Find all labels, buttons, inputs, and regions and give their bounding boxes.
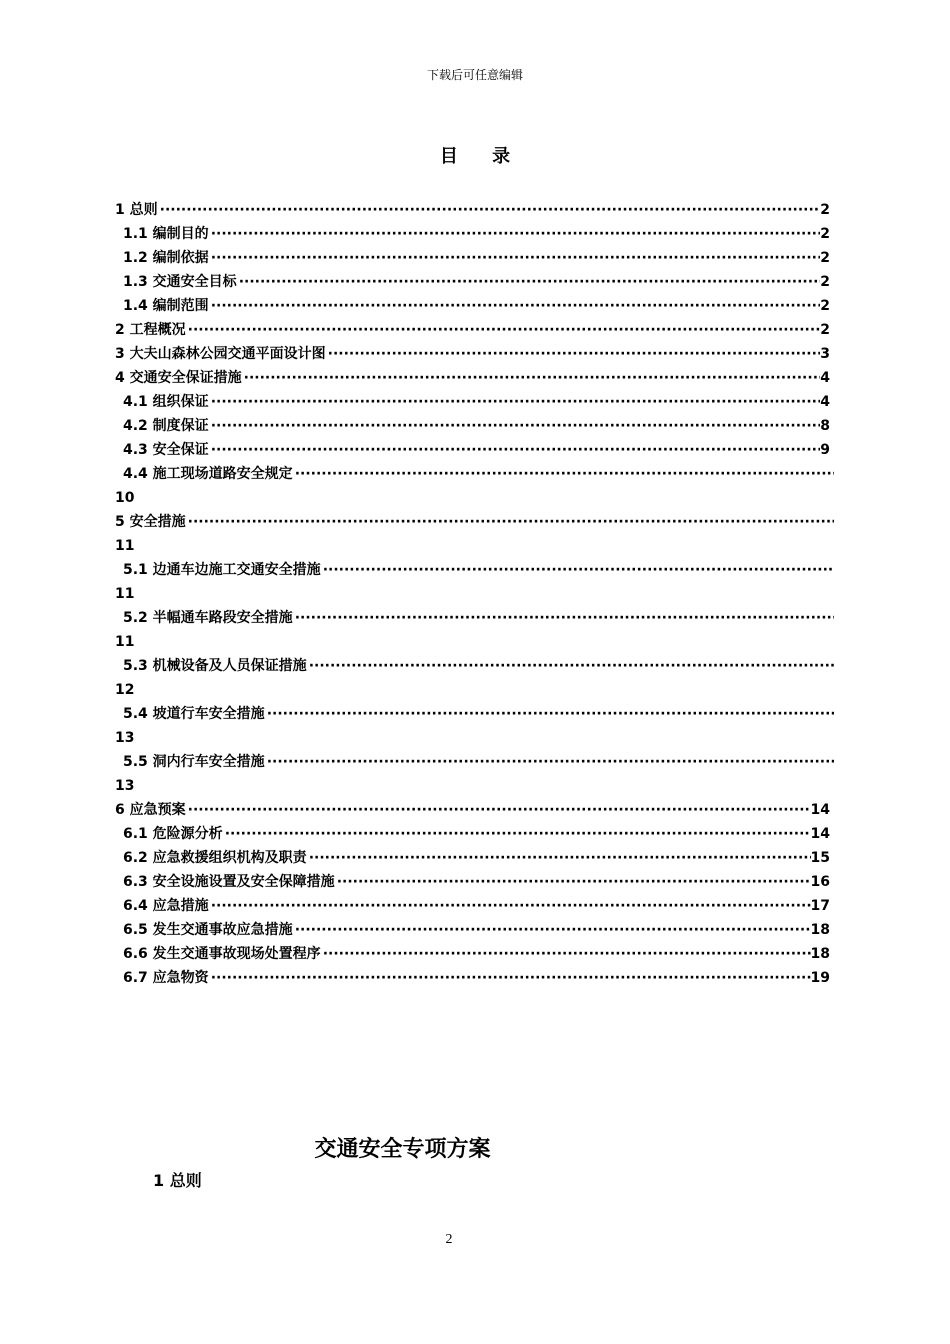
toc-entry-page-continuation [0,678,950,702]
toc-entry-label: 1.3 交通安全目标 [123,274,237,290]
table-of-contents [0,198,950,990]
toc-entry-page-continuation [0,726,950,750]
toc-leader-dots [267,750,834,774]
toc-entry-page: 16 [810,874,830,890]
toc-entry-page-continuation [0,534,950,558]
toc-entry[interactable] [0,894,950,918]
toc-entry[interactable] [0,414,950,438]
toc-leader-dots [160,198,820,222]
toc-entry-page: 4 [820,370,830,386]
toc-entry-label: 5 安全措施 [115,514,186,530]
toc-entry-label: 4.4 施工现场道路安全规定 [123,466,293,482]
toc-entry[interactable] [0,870,950,894]
toc-leader-dots [295,606,834,630]
toc-entry-label: 5.2 半幅通车路段安全措施 [123,610,293,626]
toc-entry[interactable] [0,318,950,342]
toc-entry-page: 3 [820,346,830,362]
toc-entry[interactable] [0,846,950,870]
toc-leader-dots [295,918,811,942]
toc-entry-label: 6.4 应急措施 [123,898,209,914]
toc-entry-label: 4.3 安全保证 [123,442,209,458]
toc-entry-page-continuation [0,630,950,654]
toc-entry-page-continuation [0,774,950,798]
toc-entry-page: 13 [115,730,135,746]
toc-entry-page: 14 [810,802,830,818]
toc-leader-dots [225,822,811,846]
toc-entry-page: 11 [115,538,135,554]
toc-entry-label: 5.4 坡道行车安全措施 [123,706,265,722]
toc-entry-page: 11 [115,586,135,602]
toc-leader-dots [337,870,811,894]
toc-leader-dots [211,894,811,918]
toc-entry-page: 12 [115,682,135,698]
toc-leader-dots [188,318,820,342]
toc-leader-dots [295,462,834,486]
toc-entry-page: 19 [810,970,830,986]
toc-entry-label: 4 交通安全保证措施 [115,370,242,386]
toc-entry-page: 11 [115,634,135,650]
toc-entry[interactable] [0,198,950,222]
toc-leader-dots [211,246,820,270]
toc-entry[interactable] [0,510,950,534]
toc-leader-dots [323,558,834,582]
toc-leader-dots [244,366,820,390]
toc-entry-label: 6.7 应急物资 [123,970,209,986]
toc-leader-dots [188,798,811,822]
document-title: 交通安全专项方案 [314,1137,491,1162]
toc-entry-label: 4.1 组织保证 [123,394,209,410]
toc-leader-dots [211,414,820,438]
toc-entry[interactable] [0,246,950,270]
toc-entry[interactable] [0,270,950,294]
toc-entry[interactable] [0,438,950,462]
toc-entry-page: 2 [820,202,830,218]
toc-entry[interactable] [0,558,950,582]
toc-entry[interactable] [0,462,950,486]
toc-entry-page: 2 [820,274,830,290]
toc-entry[interactable] [0,942,950,966]
toc-entry-label: 3 大夫山森林公园交通平面设计图 [115,346,326,362]
toc-entry-label: 6.5 发生交通事故应急措施 [123,922,293,938]
toc-leader-dots [211,222,820,246]
toc-entry-label: 2 工程概况 [115,322,186,338]
toc-leader-dots [267,702,834,726]
toc-leader-dots [309,846,811,870]
toc-entry-label: 6.2 应急救援组织机构及职责 [123,850,307,866]
toc-entry[interactable] [0,654,950,678]
toc-entry-page: 10 [115,490,135,506]
section-heading: 1 总则 [153,1171,202,1190]
toc-entry[interactable] [0,222,950,246]
toc-leader-dots [211,294,820,318]
toc-leader-dots [239,270,820,294]
toc-entry-label: 6.6 发生交通事故现场处置程序 [123,946,321,962]
toc-entry-label: 1.1 编制目的 [123,226,209,242]
toc-entry-label: 5.1 边通车边施工交通安全措施 [123,562,321,578]
toc-entry-label: 6.1 危险源分析 [123,826,223,842]
toc-entry[interactable] [0,606,950,630]
toc-entry-label: 6.3 安全设施设置及安全保障措施 [123,874,335,890]
toc-leader-dots [188,510,834,534]
toc-entry-label: 5.5 洞内行车安全措施 [123,754,265,770]
toc-entry-page: 4 [820,394,830,410]
toc-entry[interactable] [0,966,950,990]
toc-leader-dots [309,654,834,678]
toc-entry-page: 18 [810,922,830,938]
toc-leader-dots [211,390,820,414]
toc-entry-label: 1.4 编制范围 [123,298,209,314]
toc-entry-page: 18 [810,946,830,962]
toc-entry-page: 9 [820,442,830,458]
toc-entry-label: 6 应急预案 [115,802,186,818]
toc-entry-page: 2 [820,298,830,314]
toc-entry[interactable] [0,702,950,726]
toc-leader-dots [211,438,820,462]
toc-entry[interactable] [0,390,950,414]
toc-entry[interactable] [0,750,950,774]
toc-leader-dots [328,342,820,366]
toc-entry[interactable] [0,798,950,822]
toc-entry[interactable] [0,366,950,390]
page-number: 2 [445,1232,453,1247]
toc-entry[interactable] [0,294,950,318]
toc-entry-page: 2 [820,322,830,338]
toc-entry-page: 2 [820,250,830,266]
toc-entry-page-continuation [0,486,950,510]
toc-entry-page: 2 [820,226,830,242]
toc-entry-label: 1.2 编制依据 [123,250,209,266]
toc-entry-label: 4.2 制度保证 [123,418,209,434]
toc-entry-page: 13 [115,778,135,794]
toc-title: 目 录 [439,146,525,167]
toc-leader-dots [211,966,811,990]
toc-entry-page-continuation [0,582,950,606]
toc-entry-page: 14 [810,826,830,842]
toc-entry-page: 8 [820,418,830,434]
toc-entry[interactable] [0,822,950,846]
header-note: 下载后可任意编辑 [426,68,523,82]
toc-entry-label: 5.3 机械设备及人员保证措施 [123,658,307,674]
toc-entry[interactable] [0,918,950,942]
toc-entry[interactable] [0,342,950,366]
toc-leader-dots [323,942,811,966]
toc-entry-label: 1 总则 [115,202,158,218]
toc-entry-page: 17 [810,898,830,914]
toc-entry-page: 15 [810,850,830,866]
